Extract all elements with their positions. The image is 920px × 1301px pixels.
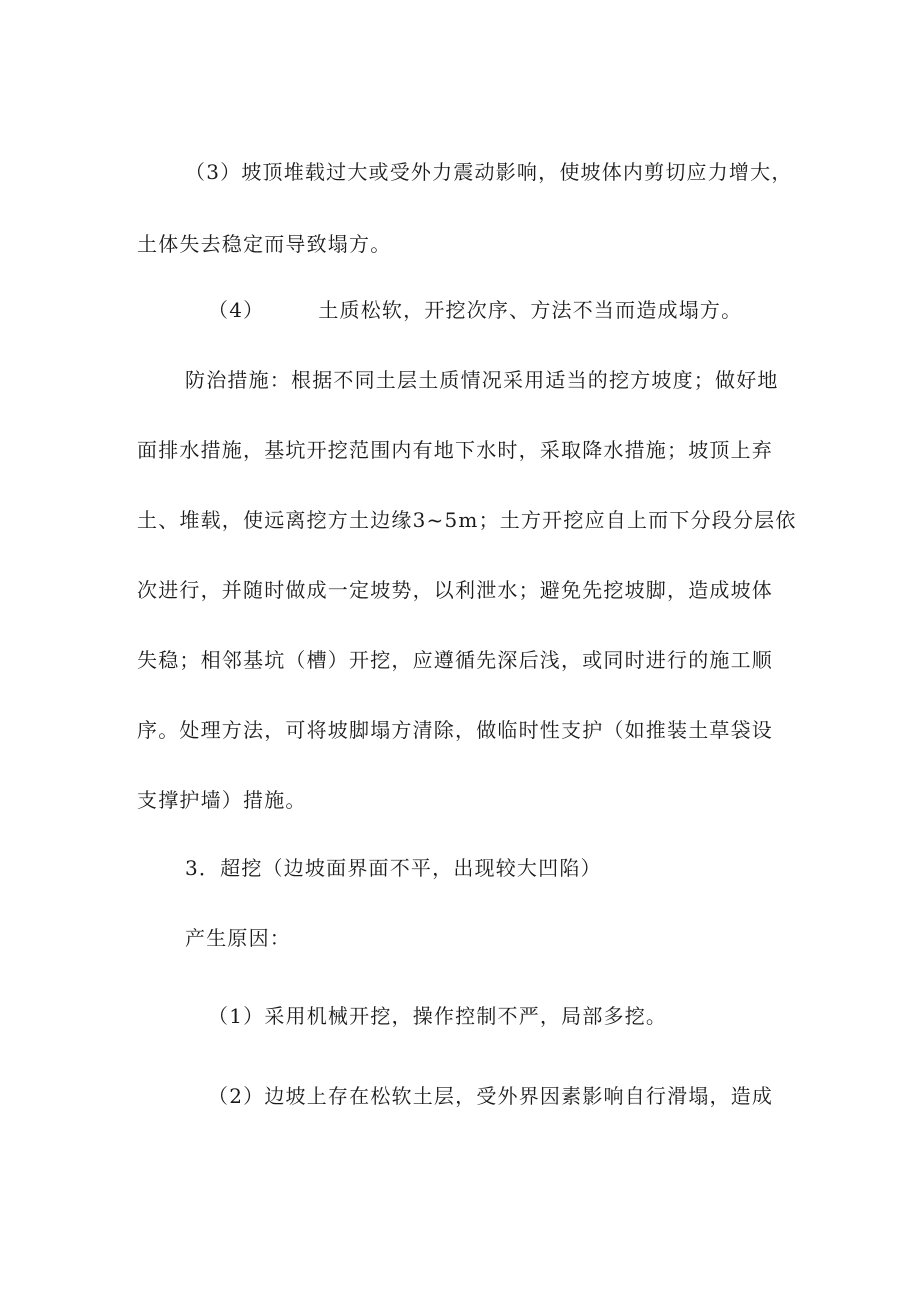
list-text: 土质松软，开挖次序、方法不当而造成塌方。: [318, 298, 743, 322]
paragraph-prevention-line-6: 序。处理方法，可将坡脚塌方清除，做临时性支护（如推装土草袋设: [137, 718, 773, 742]
paragraph-cause-3: （3）坡顶堆载过大或受外力震动影响，使坡体内剪切应力增大，: [185, 160, 793, 184]
list-item-cause-2: （2）边坡上存在松软土层，受外界因素影响自行滑塌，造成: [208, 1084, 774, 1108]
list-item-cause-1: （1）采用机械开挖，操作控制不严，局部多挖。: [208, 1004, 668, 1028]
paragraph-prevention-line-4: 次进行，并随时做成一定坡势，以利泄水；避免先挖坡脚，造成坡体: [137, 578, 773, 602]
paragraph-prevention-line-5: 失稳；相邻基坑（槽）开挖，应遵循先深后浅，或同时进行的施工顺: [137, 648, 773, 672]
paragraph-cause-4: [208, 296, 742, 324]
paragraph-prevention: 防治措施：根据不同土层土质情况采用适当的挖方坡度；做好地: [185, 368, 779, 392]
paragraph-prevention-line-2: 面排水措施，基坑开挖范围内有地下水时，采取降水措施；坡顶上弃: [137, 438, 773, 462]
section-heading-overexcavation: 3．超挖（边坡面界面不平，出现较大凹陷）: [185, 856, 602, 880]
paragraph-prevention-line-3: 土、堆载，使远离挖方土边缘3~5m；土方开挖应自上而下分段分层依: [137, 508, 797, 532]
list-number: （4）: [208, 298, 265, 322]
subheading-causes: 产生原因：: [185, 926, 291, 950]
paragraph-prevention-line-7: 支撑护墙）措施。: [137, 788, 307, 812]
paragraph-cause-3-continued: 土体失去稳定而导致塌方。: [137, 232, 392, 256]
